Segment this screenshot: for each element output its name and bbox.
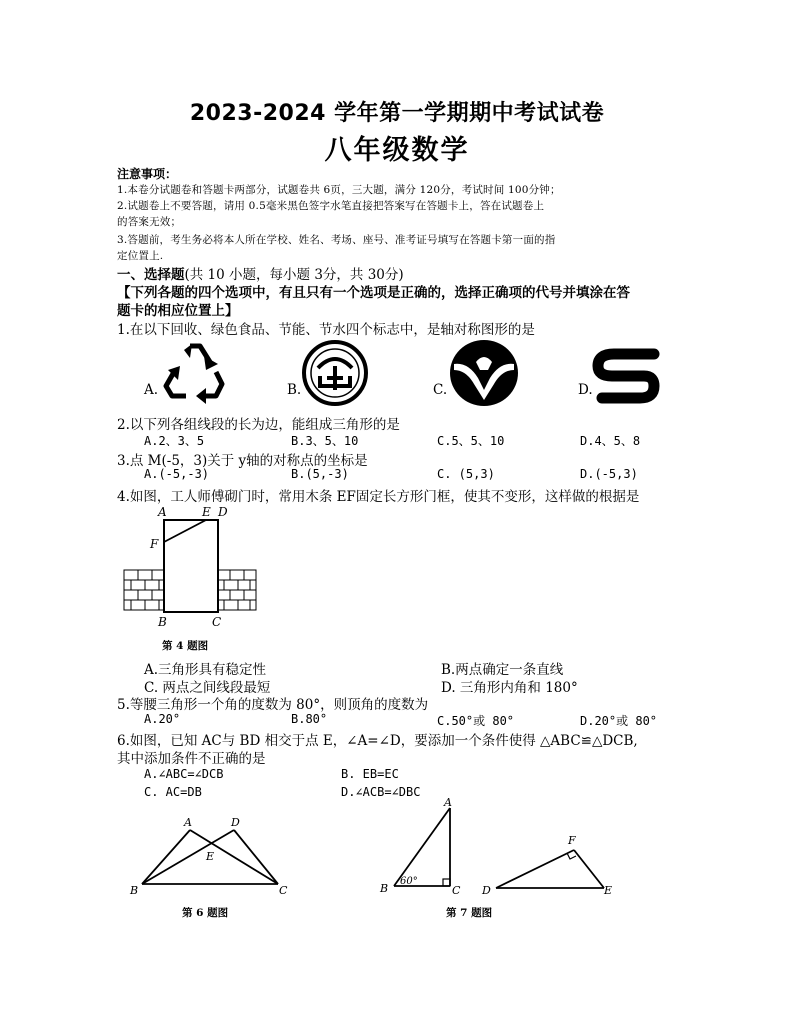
q6-option-b: B. EB=EC — [341, 767, 399, 781]
q7-triangles-diagram — [372, 796, 618, 900]
q7-angle-label: 60° — [400, 876, 418, 887]
q6-figure-caption: 第 6 题图 — [182, 907, 229, 919]
q7-figure-caption: 第 7 题图 — [446, 907, 493, 919]
q7-point-c: C — [452, 884, 461, 897]
water-saving-logo-icon — [592, 344, 666, 408]
q4-point-f: F — [150, 537, 159, 551]
q6-option-d: D.∠ACB=∠DBC — [341, 785, 421, 799]
question-2-stem: 2.以下列各组线段的长为边，能组成三角形的是 — [117, 417, 400, 433]
section-title: 一、选择题 — [117, 267, 185, 283]
section-instruction: 【下列各题的四个选项中，有且只有一个选项是正确的，选择正确项的代号并填涂在答 — [117, 285, 630, 301]
q3-option-c: C. (5,3) — [437, 467, 495, 481]
q4-figure-caption: 第 4 题图 — [162, 640, 209, 652]
q3-option-b: B.(5,-3) — [291, 467, 349, 481]
q4-point-e: E — [202, 505, 211, 519]
q4-point-b: B — [158, 615, 167, 628]
q5-option-d: D.20°或 80° — [580, 714, 658, 728]
q4-door-frame-diagram — [120, 502, 260, 628]
q6-option-c: C. AC=DB — [144, 785, 202, 799]
q5-option-a: A.20° — [144, 712, 181, 726]
q7-point-d: D — [482, 884, 491, 897]
q4-option-a: A.三角形具有稳定性 — [144, 662, 267, 678]
q6-point-d: D — [231, 816, 240, 829]
q7-point-a: A — [444, 796, 452, 809]
q6-option-a: A.∠ABC=∠DCB — [144, 767, 224, 781]
exam-subtitle: 八年级数学 — [324, 135, 470, 166]
q1-option-b-label: B. — [287, 382, 302, 398]
question-6-stem-cont: 其中添加条件不正确的是 — [117, 751, 266, 767]
q5-option-b: B.80° — [291, 712, 328, 726]
q6-triangle-diagram — [124, 814, 296, 898]
q4-option-b: B.两点确定一条直线 — [441, 662, 564, 678]
note-line: 1.本卷分试题卷和答题卡两部分，试题卷共 6页，三大题，满分 120分，考试时间 100分钟； — [117, 184, 561, 196]
section-heading — [117, 263, 404, 283]
q1-option-c-label: C. — [433, 382, 448, 398]
note-line: 3.答题前，考生务必将本人所在学校、姓名、考场、座号、准考证号填写在答题卡第一面的指 — [117, 234, 556, 246]
green-food-logo-icon — [300, 338, 370, 408]
energy-saving-logo-icon — [448, 338, 520, 408]
q1-option-a-label: A. — [144, 382, 159, 398]
question-4-stem: 4.如图，工人师傅砌门时，常用木条 EF固定长方形门框，使其不变形，这样做的根据是 — [117, 489, 640, 505]
q2-option-b: B.3、5、10 — [291, 434, 359, 448]
q6-point-c: C — [279, 884, 288, 897]
recycle-logo-icon — [160, 340, 230, 408]
q2-option-d: D.4、5、8 — [580, 434, 641, 448]
note-line: 2.试题卷上不要答题，请用 0.5毫米黑色签字水笔直接把答案写在答题卡上，答在试题卷上 — [117, 200, 545, 212]
q4-point-c: C — [212, 615, 222, 628]
question-1-stem: 1.在以下回收、绿色食品、节能、节水四个标志中，是轴对称图形的是 — [117, 322, 535, 338]
q4-option-d: D. 三角形内角和 180° — [441, 680, 578, 696]
q2-option-a: A.2、3、5 — [144, 434, 205, 448]
q7-point-e: E — [604, 884, 613, 897]
q2-option-c: C.5、5、10 — [437, 434, 505, 448]
q3-option-d: D.(-5,3) — [580, 467, 638, 481]
notes-heading: 注意事项： — [117, 167, 178, 181]
q1-option-d-label: D. — [578, 382, 593, 398]
q6-point-e: E — [206, 850, 215, 863]
q6-point-a: A — [184, 816, 192, 829]
exam-title: 2023-2024 学年第一学期期中考试试卷 — [189, 101, 605, 126]
q7-point-f: F — [568, 834, 576, 847]
q7-point-b: B — [380, 882, 389, 895]
q6-point-b: B — [130, 884, 139, 897]
question-5-stem: 5.等腰三角形一个角的度数为 80°，则顶角的度数为 — [117, 697, 429, 713]
question-6-stem: 6.如图，已知 AC与 BD 相交于点 E，∠A=∠D，要添加一个条件使得 △ABC≌△DCB, — [117, 733, 638, 749]
question-3-stem: 3.点 M(-5，3)关于 y轴的对称点的坐标是 — [117, 453, 368, 469]
section-instruction: 题卡的相应位置上】 — [117, 303, 239, 319]
note-line: 定位置上. — [117, 250, 164, 262]
q5-option-c: C.50°或 80° — [437, 714, 515, 728]
section-meta: (共 10 小题，每小题 3分，共 30分) — [184, 267, 404, 283]
q4-point-a: A — [158, 505, 167, 519]
note-line: 的答案无效； — [117, 216, 182, 228]
q4-point-d: D — [218, 505, 228, 519]
q4-option-c: C. 两点之间线段最短 — [144, 680, 271, 696]
q3-option-a: A.(-5,-3) — [144, 467, 210, 481]
